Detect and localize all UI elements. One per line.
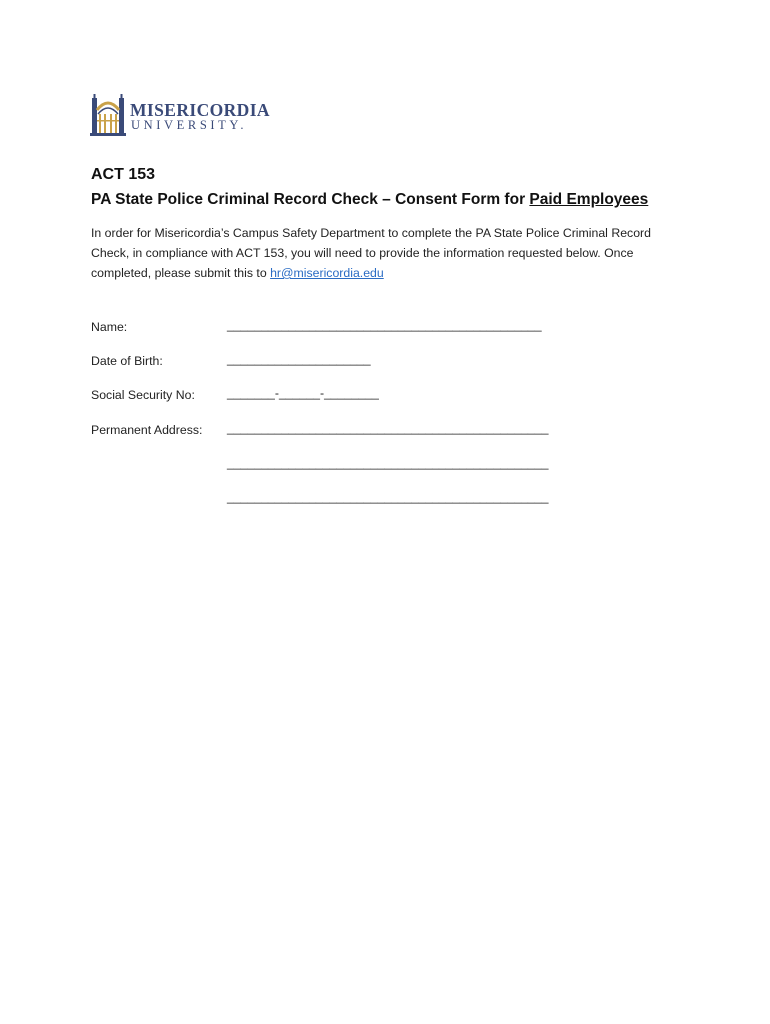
ssn-field-line[interactable]: _______-______-________ — [227, 386, 379, 400]
intro-line — [91, 263, 681, 283]
act-heading: ACT 153 — [91, 166, 156, 183]
form-title-underlined: Paid Employees — [529, 191, 649, 208]
logo-university-name: MISERICORDIA — [130, 100, 270, 120]
intro-line-prefix: completed, please submit this to — [91, 266, 271, 280]
form-title-prefix: PA State Police Criminal Record Check – Consent Form for — [91, 191, 530, 208]
form-title — [91, 191, 648, 209]
ssn-label: Social Security No: — [91, 388, 195, 402]
address-field-line-3[interactable]: _______________________________________________ — [227, 490, 549, 504]
dob-field-line[interactable]: _____________________ — [227, 352, 371, 366]
intro-line: Check, in compliance with ACT 153, you will need to provide the information requested below. Once — [91, 246, 634, 260]
name-label: Name: — [91, 320, 128, 334]
dob-label: Date of Birth: — [91, 354, 163, 368]
intro-paragraph — [91, 223, 681, 283]
logo-university-sub: UNIVERSITY. — [131, 118, 248, 132]
address-field-line-1[interactable]: _______________________________________________ — [227, 421, 549, 435]
email-link[interactable]: hr@misericordia.edu — [270, 266, 384, 280]
address-label: Permanent Address: — [91, 423, 203, 437]
address-field-line-2[interactable]: _______________________________________________ — [227, 456, 549, 470]
university-logo — [90, 92, 270, 138]
intro-line: In order for Misericordia’s Campus Safety Department to complete the PA State Police Criminal Record — [91, 226, 651, 240]
name-field-line[interactable]: ______________________________________________ — [227, 318, 542, 332]
gate-emblem-icon — [90, 92, 126, 136]
